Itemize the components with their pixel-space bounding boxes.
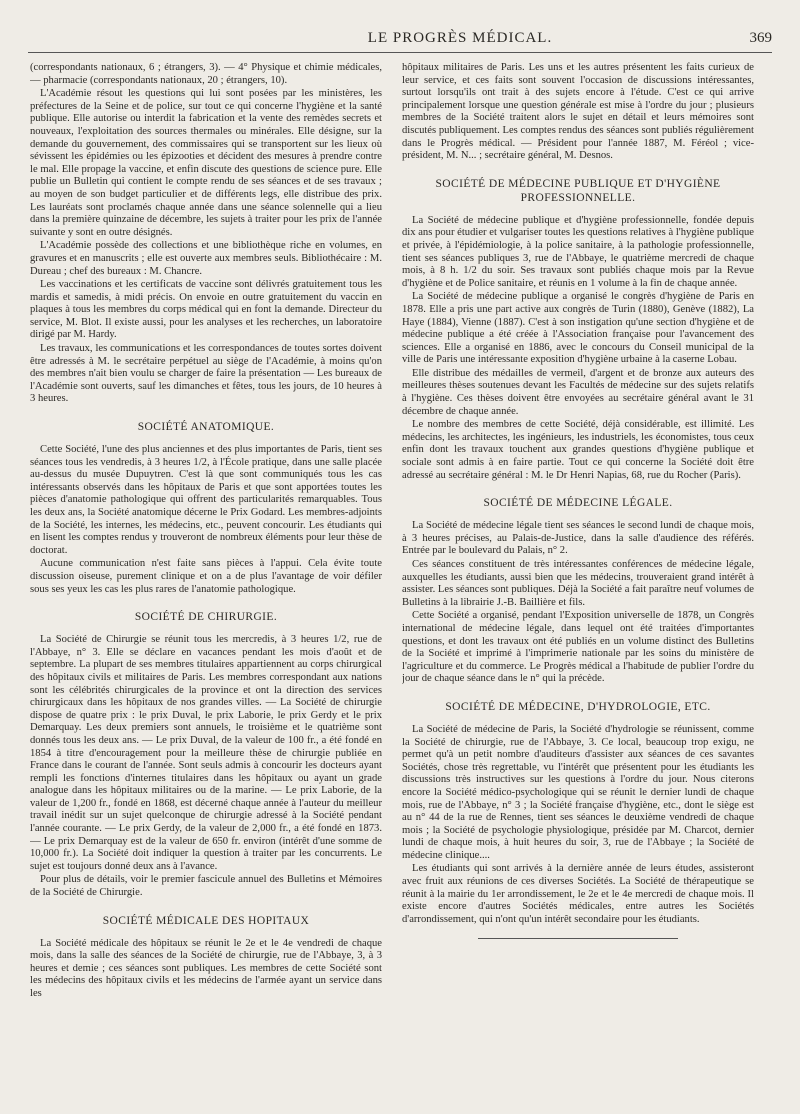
section-heading: SOCIÉTÉ ANATOMIQUE. [137,421,275,434]
paragraph: Les travaux, les communications et les correspondances de toutes sortes doivent être adressés à M. le secrétaire perpétuel au siège de l'Académie, à moins qu'on des membres n'ait bien voulu se charger de faire la présentation — Les bureaux de l'Académie sont ouverts, sauf les dimanches et fêtes, tous les jours, de 10 heures à 3 heures. [30,343,382,405]
paragraph: La Société de médecine légale tient ses séances le second lundi de chaque mois, à 3 heures précises, au Palais-de-Justice, dans la salle d'audience des référés. Entrée par le boulevard du Palais, n° 2. [402,520,754,557]
paragraph: hôpitaux militaires de Paris. Les uns et les autres présentent les faits curieux de leur service, et ces faits sont souvent l'occasion de discussions intéressantes, surtout lorsqu'ils ont trait à des sujets encore à l'étude. C'est ce qui arrive principalement lorsque une question générale est mise à l'ordre du jour ; plusieurs membres de la Société traitent alors le sujet en détail et leurs mémoires sont discutés publiquement. Les comptes rendus des séances sont publiés régulièrement dans le Progrès médical. — Président pour l'année 1887, M. Féréol ; vice-président, M. N... ; secrétaire général, M. Desnos. [402,62,754,162]
paragraph: Pour plus de détails, voir le premier fascicule annuel des Bulletins et Mémoires de la Société de Chirurgie. [30,874,382,899]
paragraph: La Société de médecine publique a organisé le congrès d'hygiène de Paris en 1878. Elle a pris une part active aux congrès de Turin (1880), Genève (1882), La Haye (1884), Vienne (1887). C'est à son instigation qu'une section d'hygiène et de médecine publique a été créée à l'Association française pour l'avancement des sciences. Elle a organisé en 1886, avec le concours du Conseil municipal de la ville de Paris une intéressante exposition d'hygiène urbaine à la caserne Lobau. [402,291,754,366]
paragraph: L'Académie résout les questions qui lui sont posées par les ministères, les préfectures de la Seine et de police, sur tout ce qui concerne l'hygiène et la santé publique. Elle autorise ou interdit la fabrication et la vente des remèdes secrets et nouveaux, l'exploitation des sources thermales ou minérales. Elle désigne, sur la demande du gouvernement, des commissaires qui se transportent sur les lieux où sévissent les épidémies ou les épizooties et décident des mesures à prendre contre le mal. Elle propage la vaccine, et enfin discute des questions de science pure. Elle publie un Bulletin qui contient le compte rendu de ses séances et de ses travaux ; au moyen de son budget particulier et de différents legs, elle distribue des prix. Les lauréats sont proclamés chaque année dans une séance solennelle qui a lieu dans la première quinzaine de décembre, les sujets à traiter pour les prix de l'année suivante y sont en outre désignés. [30,88,382,238]
paragraph: Les vaccinations et les certificats de vaccine sont délivrés gratuitement tous les mardis et samedis, à midi précis. On envoie en outre gratuitement du vaccin en plaques à tous les membres du corps médical qui en font la demande. Directeur du service, M. Blot. Il existe aussi, pour les analyses et les recherches, un laboratoire dirigé par M. Hardy. [30,279,382,341]
left-column [30,62,382,1102]
paragraph: Ces séances constituent de très intéressantes conférences de médecine légale, auxquelles les étudiants, aussi bien que les médecins, trouveraient grand intérêt à assister. Les séances sont publiques. Déjà la Société a fait paraître neuf volumes de Bulletins à la librairie J.-B. Baillière et fils. [402,559,754,608]
paragraph: Les étudiants qui sont arrivés à la dernière année de leurs études, assisteront avec fruit aux réunions de ces diverses Sociétés. La Société de thérapeutique se réunit à la mairie du 1er arrondissement, le 2e et le 4e mercredi de chaque mois. Il existe encore d'autres Sociétés médicales, entre autres les Sociétés d'arrondissement, qui n'ont qu'un intérêt secondaire pour les étudiants. [402,863,754,925]
section-heading: SOCIÉTÉ DE MÉDECINE, D'HYDROLOGIE, ETC. [445,700,711,713]
paragraph: (correspondants nationaux, 6 ; étrangers, 3). — 4° Physique et chimie médicales, — pharmacie (correspondants nationaux, 20 ; étrangers, 10). [30,62,382,86]
running-title: LE PROGRÈS MÉDICAL. [367,30,553,46]
page-number: 369 [749,30,772,46]
paragraph: Aucune communication n'est faite sans pièces à l'appui. Cela évite toute discussion oiseuse, purement clinique et on a de plus l'avantage de voir défiler sous ses yeux les cas les plus rares de l'anatomie pathologique. [30,558,382,595]
header-rule [28,52,772,53]
right-column [402,62,754,1102]
paragraph: Elle distribue des médailles de vermeil, d'argent et de bronze aux auteurs des meilleures thèses soutenues devant les Facultés de médecine sur des sujets relatifs à l'hygiène. Ces thèses doivent être envoyées au secrétaire général avant le 31 décembre de chaque année. [402,367,754,417]
end-rule [478,938,678,939]
section-heading: SOCIÉTÉ DE CHIRURGIE. [134,611,278,624]
section-heading: SOCIÉTÉ DE MÉDECINE PUBLIQUE ET D'HYGIÈNE PROFESSIONNELLE. [435,177,721,204]
paragraph: Cette Société a organisé, pendant l'Exposition universelle de 1878, un Congrès international de médecine légale, dans lequel ont été traitées d'importantes questions, et dont les travaux ont été publiés en un volume distinct des Bulletins de la Société et imprimé à l'imprimerie nationale par les soins du ministère de l'agriculture et du commerce. Le Progrès médical a l'habitude de publier l'ordre du jour de chaque séance dans le n° qui la précède. [402,610,754,685]
section-heading: SOCIÉTÉ MÉDICALE DES HOPITAUX [102,914,310,927]
paragraph: La Société médicale des hôpitaux se réunit le 2e et le 4e vendredi de chaque mois, dans la salle des séances de la Société de chirurgie, rue de l'Abbaye, 3, à 3 heures et demie ; ces séances sont publiques. Les membres de cette Société sont les médecins des hôpitaux civils et les médecins de l'armée ayant un service dans les [30,937,382,999]
paragraph: L'Académie possède des collections et une bibliothèque riche en volumes, en gravures et en manuscrits ; elle est ouverte aux membres seuls. Bibliothécaire : M. Dureau ; chef des bureaux : M. Chancre. [30,240,382,277]
paragraph: La Société de médecine publique et d'hygiène professionnelle, fondée depuis dix ans pour étudier et vulgariser toutes les questions relatives à l'hygiène publique et privée, à l'épidémiologie, à la police sanitaire, à la pathologie professionnelle, tient ses séances publiques 3, rue de l'Abbaye, le quatrième mercredi de chaque mois, à 8 h. 1/2 du soir. Ses travaux sont publiés chaque mois par la Revue d'hygiène et de Police sanitaire, et réunis en 1 volume à la fin de chaque année. [402,214,754,289]
paragraph: La Société de Chirurgie se réunit tous les mercredis, à 3 heures 1/2, rue de l'Abbaye, n° 3. Elle se déclare en vacances pendant les mois d'août et de septembre. La plupart de ses membres titulaires appartiennent au corps chirurgical des hôpitaux civils et militaires de Paris. Les membres correspondant aux nations sont les célébrités chirurgicales de la province et ont la direction des services chirurgicaux dans les hôpitaux de nos grandes villes. — La Société de chirurgie dispose de quatre prix : le prix Duval, le prix Laborie, le prix Gerdy et le prix Demarquay. Les deux premiers sont annuels, le troisième et le quatrième sont donnés tous les deux ans. — Le prix Duval, de la valeur de 100 fr., a été fondé en 1854 à titre d'encouragement pour la meilleure thèse de chirurgie publiée en France dans le courant de l'année. Sont seuls admis à concourir les docteurs ayant rempli les fonctions d'internes titulaires dans les hôpitaux ou ayant un grade analogue dans les hôpitaux militaires ou de la marine. — Le prix Laborie, de la valeur de 1,200 fr., fondé en 1868, est décerné chaque année à l'auteur du meilleur travail inédit sur un sujet quelconque de chirurgie adressé à la Société pendant l'année courante. — Le prix Gerdy, de la valeur de 2,000 fr., a été fondé en 1873. — Le prix Demarquay est de la valeur de 650 fr. environ (intérêt d'une somme de 10,000 fr.). La Société doit indiquer la question à traiter par les concurrents. Le sujet est toujours donné deux ans à l'avance. [30,634,382,872]
paragraph: Cette Société, l'une des plus anciennes et des plus importantes de Paris, tient ses séances tous les vendredis, à 3 heures 1/2, à l'École pratique, dans une salle placée au-dessus du musée Dupuytren. C'est là que sont communiqués tous les cas intéressants observés dans les hôpitaux de Paris et que sont apportées toutes les pièces d'anatomie pathologique qui offrent des particularités remarquables. Tous les deux ans, la Société anatomique décerne le Prix Godard. Les membres-adjoints de la Société, les internes, les médecins, etc., peuvent concourir. Les étudiants qui en lisent les comptes rendus y trouveront de nombreux éléments pour leur thèse de doctorat. [30,444,382,556]
paragraph: La Société de médecine de Paris, la Société d'hydrologie se réunissent, comme la Société de chirurgie, rue de l'Abbaye, 3. Ce local, beaucoup trop exigu, ne permet qu'à un petit nombre d'auditeurs d'assister aux séances de ces savantes Sociétés, chose très regrettable, vu l'intérêt que présentent pour les étudiants les discussions très instructives sur les questions à l'ordre du jour. Nous citerons encore la Société médico-psychologique qui se réunit le dernier lundi de chaque mois, rue de l'Abbaye, n° 3 ; la Société française d'hygiène, etc., dont le siège est au n° 44 de la rue de Rennes, tient ses séances le deuxième vendredi de chaque mois ; la Société de psychologie physiologique, présidée par M. Charcot, dernier lundi de chaque mois, à huit heures du soir, 3, rue de l'Abbaye ; la Société de médecine clinique.... [402,723,754,861]
paragraph: Le nombre des membres de cette Société, déjà considérable, est illimité. Les médecins, les architectes, les ingénieurs, les industriels, les économistes, tous ceux enfin dont les travaux touchent aux grandes questions d'hygiène publique et sociale sont admis à en faire partie. Tout ce qui concerne la Société doit être adressé au secrétaire général : M. le Dr Henri Napias, 68, rue du Rocher (Paris). [402,419,754,481]
section-heading: SOCIÉTÉ DE MÉDECINE LÉGALE. [483,497,673,510]
